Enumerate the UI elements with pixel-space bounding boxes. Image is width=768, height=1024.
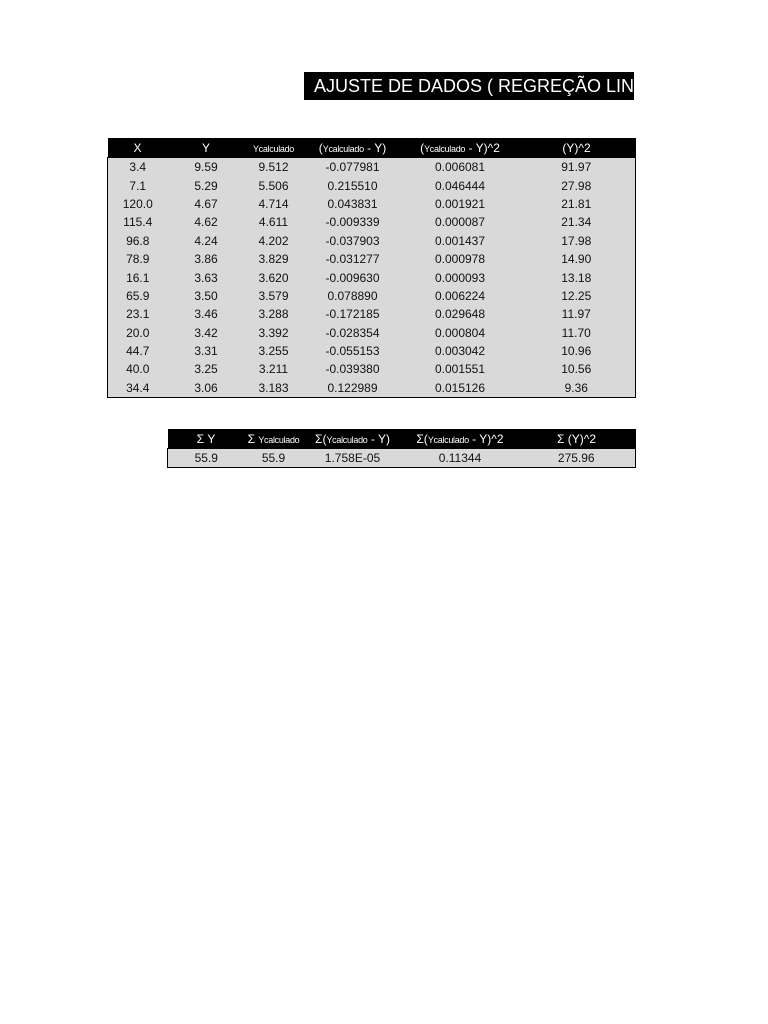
table-cell: 0.000978: [434, 252, 486, 267]
table-cell: 120.0: [122, 196, 153, 211]
table-cell: 0.043831: [327, 196, 378, 211]
sum-header-col-4: [518, 429, 636, 449]
sum-header-col-0: [168, 429, 245, 449]
table-cell: 12.25: [561, 288, 592, 303]
table-cell: -0.037903: [325, 233, 380, 248]
table-cell: 115.4: [123, 215, 153, 230]
table-cell: 11.97: [561, 307, 591, 322]
table-cell: 5.29: [194, 178, 218, 193]
table-row: [108, 195, 636, 213]
table-cell: 7.1: [129, 178, 147, 193]
table-cell: 0.215510: [327, 178, 378, 193]
table-cell: 65.9: [126, 288, 150, 303]
header-col-4: [403, 138, 518, 158]
table-row: [108, 342, 636, 360]
header-col-2: [245, 138, 303, 158]
table-cell: 20.0: [126, 325, 150, 340]
table-row: [108, 213, 636, 231]
table-cell: 3.620: [258, 270, 289, 285]
table-cell: 0.006081: [434, 160, 486, 175]
table-cell: 3.31: [194, 344, 218, 359]
table-cell: 14.90: [561, 252, 592, 267]
table-cell: 0.000804: [434, 325, 486, 340]
table-row: [108, 287, 636, 305]
table-cell: 0.001551: [434, 362, 486, 377]
table-cell: 9.59: [194, 160, 218, 175]
table-cell: 78.9: [126, 252, 150, 267]
table-cell: 0.015126: [434, 380, 486, 395]
table-cell: 3.579: [258, 288, 289, 303]
table-cell: 3.50: [194, 288, 218, 303]
table-cell: 4.24: [194, 233, 218, 248]
table-cell: -0.031277: [325, 252, 380, 267]
table-cell: 0.078890: [327, 288, 378, 303]
header-col-1: [168, 138, 245, 158]
table-cell: 3.86: [194, 252, 218, 267]
table-cell: 27.98: [561, 178, 592, 193]
table-cell: 34.4: [126, 380, 150, 395]
table-cell: 0.122989: [327, 380, 378, 395]
table-cell: 3.829: [258, 252, 289, 267]
table-row: [108, 232, 636, 250]
table-cell: 4.611: [258, 215, 289, 230]
sum-header-col-1: [245, 429, 303, 449]
sum-table: [167, 429, 636, 468]
table-cell: 3.46: [194, 307, 218, 322]
table-cell: 3.392: [258, 325, 289, 340]
table-cell: 4.67: [194, 196, 218, 211]
sum-cell: 55.9: [194, 451, 218, 466]
table-cell: 0.046444: [434, 178, 486, 193]
header-text: X: [133, 140, 142, 155]
header-text: Ycalculado: [427, 434, 469, 445]
table-cell: 0.000093: [434, 270, 486, 285]
header-text: Ycalculado: [258, 434, 300, 445]
header-text: Y: [201, 140, 210, 155]
table-cell: 0.006224: [434, 288, 486, 303]
table-row: [108, 360, 636, 378]
header-text: Ycalculado: [424, 143, 466, 154]
table-cell: 4.714: [258, 196, 289, 211]
table-cell: 3.288: [258, 307, 289, 322]
header-text: (: [420, 140, 425, 155]
header-text: Σ (Y)^2: [556, 431, 597, 446]
header-text: Ycalculado: [326, 434, 368, 445]
table-cell: -0.055153: [325, 344, 380, 359]
header-text: (Y)^2: [562, 140, 591, 155]
table-row: [108, 379, 636, 398]
sum-header-col-2: [303, 429, 403, 449]
data-table: [107, 138, 636, 398]
table-cell: 3.42: [194, 325, 218, 340]
table-cell: 3.4: [129, 160, 147, 175]
header-col-3: [303, 138, 403, 158]
table-cell: 96.8: [126, 233, 150, 248]
table-cell: 9.36: [564, 380, 588, 395]
table-cell: -0.039380: [325, 362, 380, 377]
table-row: [108, 158, 636, 177]
table-cell: 11.70: [561, 325, 591, 340]
sum-cell: 1.758E-05: [324, 451, 381, 466]
table-row: [108, 305, 636, 323]
table-cell: 10.56: [561, 362, 592, 377]
header-text: Σ(: [416, 431, 428, 446]
table-cell: -0.172185: [325, 307, 380, 322]
table-cell: 3.63: [194, 270, 218, 285]
table-cell: 4.62: [194, 215, 218, 230]
table-cell: -0.009339: [325, 215, 380, 230]
table-header-row: [108, 138, 636, 158]
header-text: - Y): [367, 431, 390, 446]
table-cell: 0.001437: [434, 233, 486, 248]
header-text: Ycalculado: [322, 143, 364, 154]
table-cell: 0.029648: [434, 307, 486, 322]
table-cell: 9.512: [258, 160, 289, 175]
header-text: - Y)^2: [468, 431, 504, 446]
table-cell: 40.0: [126, 362, 150, 377]
header-text: - Y)^2: [465, 140, 500, 155]
table-cell: 0.003042: [434, 344, 486, 359]
table-cell: 21.81: [561, 196, 592, 211]
table-cell: 0.001921: [434, 196, 486, 211]
table-row: [108, 324, 636, 342]
sum-header-col-3: [403, 429, 518, 449]
table-cell: 91.97: [561, 160, 592, 175]
table-cell: 17.98: [561, 233, 592, 248]
table-cell: 0.000087: [434, 215, 486, 230]
header-text: - Y): [363, 140, 387, 155]
table-row: [108, 176, 636, 194]
sum-cell: 275.96: [557, 451, 595, 466]
header-col-5: [518, 138, 636, 158]
table-cell: -0.077981: [325, 160, 380, 175]
sum-header-row: [168, 429, 636, 449]
table-cell: 3.211: [258, 362, 289, 377]
table-cell: -0.009630: [325, 270, 380, 285]
table-cell: 23.1: [126, 307, 150, 322]
table-cell: -0.028354: [325, 325, 380, 340]
table-cell: 44.7: [126, 344, 150, 359]
table-cell: 3.25: [194, 362, 218, 377]
sum-row: [168, 449, 636, 468]
table-cell: 10.96: [561, 344, 592, 359]
header-text: Σ(: [315, 431, 327, 446]
sum-cell: 0.11344: [438, 451, 482, 466]
table-cell: 3.255: [258, 344, 289, 359]
table-row: [108, 250, 636, 268]
table-cell: 4.202: [258, 233, 289, 248]
header-text: Σ: [247, 431, 259, 446]
table-cell: 3.183: [258, 380, 289, 395]
table-cell: 3.06: [194, 380, 218, 395]
table-cell: 16.1: [126, 270, 150, 285]
table-cell: 5.506: [258, 178, 289, 193]
header-text: Σ Y: [196, 431, 216, 446]
table-row: [108, 268, 636, 286]
header-col-0: [108, 138, 168, 158]
table-cell: 13.18: [561, 270, 592, 285]
table-cell: 21.34: [561, 215, 592, 230]
header-text: Ycalculado: [252, 143, 295, 154]
sum-cell: 55.9: [261, 451, 286, 466]
page-title: AJUSTE DE DADOS ( REGREÇÃO LINEAR): [304, 72, 634, 100]
header-text: (: [318, 140, 323, 155]
